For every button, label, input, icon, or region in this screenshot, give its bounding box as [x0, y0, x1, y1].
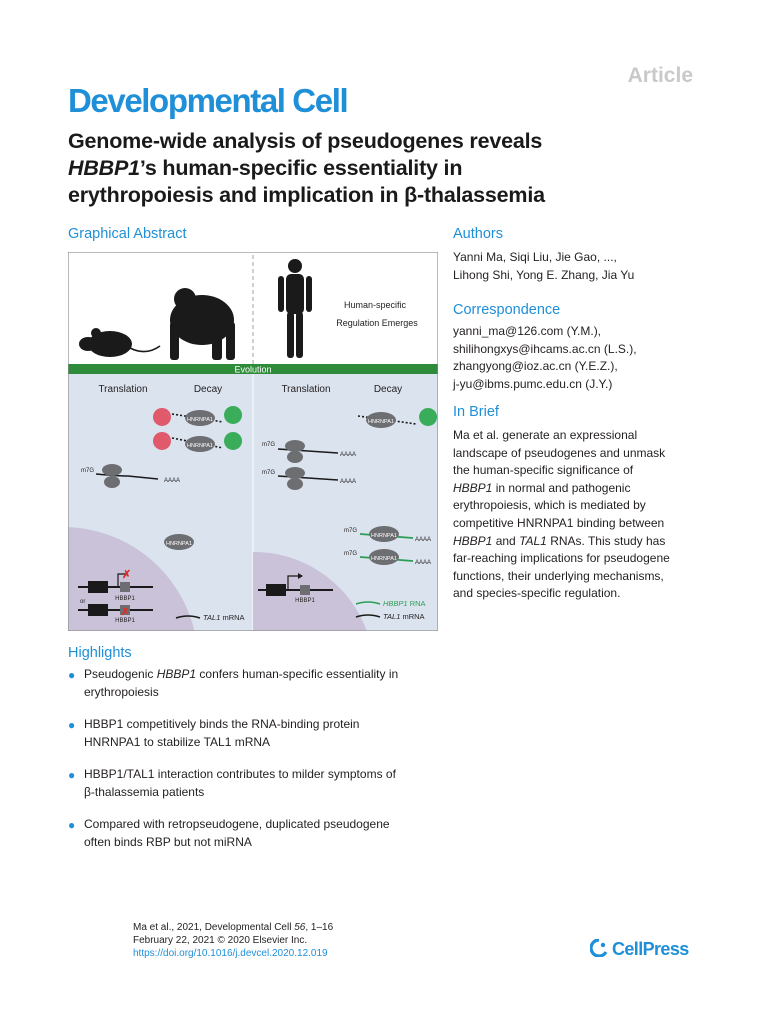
graphical-abstract-heading: Graphical Abstract	[68, 226, 187, 242]
graphical-abstract-figure	[68, 252, 438, 631]
title-line-3: erythropoiesis and implication in β-thalassemia	[68, 183, 545, 207]
right-hnrnpa1-label-1: HNRNPA1	[368, 419, 394, 425]
left-hnrnpa1-label-1: HNRNPA1	[187, 417, 213, 423]
left-hnrnpa1-label-2: HNRNPA1	[187, 443, 213, 449]
doi-link[interactable]: https://doi.org/10.1016/j.devcel.2020.12.019	[133, 948, 328, 959]
bullet-icon: ●	[68, 818, 76, 832]
in-brief-gene: HBBP1	[453, 533, 493, 548]
right-m7g-label-2: m7G	[262, 470, 276, 476]
in-brief-line: competitive HNRNPA1 binding between	[453, 515, 665, 530]
in-brief-line	[453, 533, 670, 551]
highlight-item-1	[68, 666, 438, 701]
right-m7g-label-4: m7G	[344, 551, 358, 557]
highlight-item-2	[68, 716, 438, 751]
in-brief-text-part: in normal and pathogenic	[492, 480, 631, 495]
left-aaaa-label: AAAA	[164, 478, 181, 484]
correspondence-email-3[interactable]: zhangyong@ioz.ac.cn (Y.E.Z.),	[453, 359, 618, 374]
in-brief-gene: TAL1	[519, 533, 547, 548]
in-brief-text	[453, 427, 670, 603]
right-m7g-label-3: m7G	[344, 528, 358, 534]
right-m7g-label-1: m7G	[262, 442, 276, 448]
right-aaaa-label-2: AAAA	[340, 479, 357, 485]
right-aaaa-label-1: AAAA	[340, 452, 357, 458]
svg-text:✗: ✗	[121, 607, 130, 618]
highlight-text: Compared with retropseudogene, duplicated pseudogene often binds RBP but not miRNA	[84, 817, 390, 849]
right-hbbp1-gene-label: HBBP1	[295, 598, 315, 604]
in-brief-line: landscape of pseudogenes and unmask	[453, 445, 666, 460]
cellpress-logo[interactable]	[590, 939, 689, 962]
highlight-item-4	[68, 816, 438, 851]
in-brief-text-part: and	[492, 533, 520, 548]
right-decay-header: Decay	[373, 384, 403, 395]
highlight-text: HBBP1/TAL1 interaction contributes to milder symptoms of β-thalassemia patients	[84, 767, 396, 799]
title-line-2-rest: ’s human-specific essentiality in	[139, 156, 463, 180]
right-hnrnpa1-label-2: HNRNPA1	[371, 533, 397, 539]
in-brief-line: Ma et al. generate an expressional	[453, 428, 638, 442]
highlight-item-3	[68, 766, 438, 801]
citation-line-1: Ma et al., 2021, Developmental Cell 56, 1–16	[133, 922, 334, 933]
right-tal1-mrna-label: TAL1 mRNA	[383, 612, 425, 621]
highlight-gene: HBBP1	[156, 667, 197, 681]
bullet-icon: ●	[68, 668, 76, 682]
svg-text:✗: ✗	[122, 569, 132, 581]
in-brief-heading: In Brief	[453, 404, 499, 420]
left-decay-header: Decay	[193, 384, 223, 395]
title-gene-name: HBBP1	[68, 156, 140, 180]
title-line-1: Genome-wide analysis of pseudogenes reveals	[68, 129, 543, 153]
correspondence-heading: Correspondence	[453, 302, 561, 318]
right-hbbp1-rna-label: HBBP1 RNA	[383, 599, 426, 608]
right-translation-header: Translation	[281, 384, 331, 395]
left-translation-header: Translation	[98, 384, 148, 395]
authors-heading: Authors	[453, 226, 503, 242]
left-hbbp1-gene-label-2: HBBP1	[115, 618, 135, 624]
article-label: Article	[627, 64, 693, 87]
cellpress-icon	[590, 939, 608, 962]
in-brief-gene: HBBP1	[453, 480, 493, 495]
right-hnrnpa1-label-3: HNRNPA1	[371, 556, 397, 562]
left-hbbp1-gene-label-1: HBBP1	[115, 596, 135, 602]
citation	[133, 921, 333, 960]
in-brief-line: far-reaching implications for pseudogene	[453, 551, 670, 566]
evolution-label: Evolution	[234, 364, 272, 375]
right-aaaa-label-4: AAAA	[415, 560, 432, 566]
in-brief-line: the human-specific significance of	[453, 463, 634, 478]
correspondence-list	[453, 323, 637, 393]
in-brief-line: functions, their underlying mechanisms,	[453, 568, 664, 583]
correspondence-email-1[interactable]: yanni_ma@126.com (Y.M.),	[453, 324, 602, 338]
left-tal1-mrna-label: TAL1 mRNA	[203, 613, 245, 622]
cellpress-name: CellPress	[612, 939, 689, 959]
bullet-icon: ●	[68, 768, 76, 782]
highlight-text: Pseudogenic HBBP1 confers human-specific essentiality in erythropoiesis	[84, 667, 399, 699]
highlight-text: HBBP1 competitively binds the RNA-binding protein HNRNPA1 to stabilize TAL1 mRNA	[84, 717, 360, 749]
human-specific-label: Human-specific	[343, 300, 407, 310]
regulation-emerges-label: Regulation Emerges	[336, 318, 418, 328]
authors-list	[453, 249, 634, 284]
correspondence-email-2[interactable]: shilihongxys@ihcams.ac.cn (L.S.),	[453, 341, 637, 356]
journal-name: Developmental Cell	[68, 82, 348, 119]
in-brief-line: and species-specific regulation.	[453, 586, 621, 601]
free-hnrnpa1-label: HNRNPA1	[166, 541, 192, 547]
bullet-icon: ●	[68, 718, 76, 732]
article-title	[68, 128, 708, 209]
in-brief-line: erythropoiesis, which is mediated by	[453, 498, 646, 513]
in-brief-text-part: RNAs. This study has	[546, 533, 666, 548]
citation-line-2: February 22, 2021 © 2020 Elsevier Inc.	[133, 935, 308, 946]
right-aaaa-label-3: AAAA	[415, 537, 432, 543]
title-line-2	[68, 155, 708, 182]
authors-line-2: Lihong Shi, Yong E. Zhang, Jia Yu	[453, 267, 635, 282]
or-label: or	[80, 599, 86, 605]
highlights-heading: Highlights	[68, 645, 132, 661]
authors-line-1: Yanni Ma, Siqi Liu, Jie Gao, ...,	[453, 250, 617, 264]
left-m7g-label: m7G	[81, 468, 95, 474]
correspondence-email-4[interactable]: j-yu@ibms.pumc.edu.cn (J.Y.)	[453, 376, 613, 391]
in-brief-line	[453, 480, 670, 498]
